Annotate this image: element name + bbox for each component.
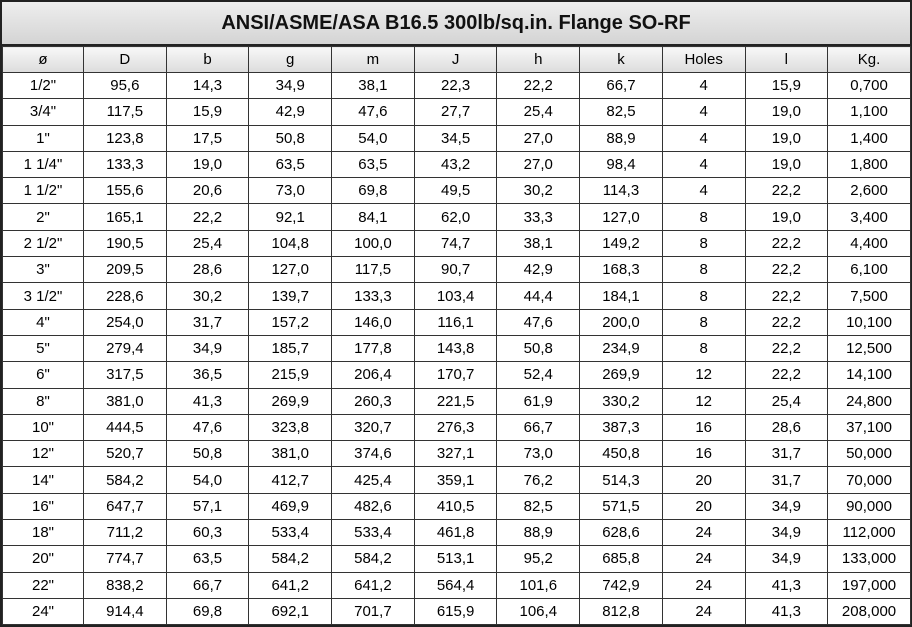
table-cell: 584,2: [332, 546, 415, 572]
table-cell: 95,6: [84, 73, 167, 99]
table-cell: 641,2: [332, 572, 415, 598]
size-cell: 1 1/2": [3, 178, 84, 204]
table-cell: 69,8: [166, 598, 249, 624]
table-cell: 70,000: [828, 467, 911, 493]
size-cell: 1/2": [3, 73, 84, 99]
table-header: [3, 47, 911, 73]
table-cell: 74,7: [414, 230, 497, 256]
table-row: [3, 335, 911, 361]
table-cell: 4,400: [828, 230, 911, 256]
table-cell: 127,0: [580, 204, 663, 230]
table-cell: 647,7: [84, 493, 167, 519]
column-header: h: [497, 47, 580, 73]
table-cell: 22,2: [497, 73, 580, 99]
table-cell: 276,3: [414, 414, 497, 440]
table-cell: 127,0: [249, 257, 332, 283]
table-cell: 22,2: [745, 283, 828, 309]
table-cell: 412,7: [249, 467, 332, 493]
table-cell: 63,5: [332, 151, 415, 177]
table-cell: 42,9: [497, 257, 580, 283]
table-cell: 88,9: [497, 520, 580, 546]
table-cell: 482,6: [332, 493, 415, 519]
table-cell: 584,2: [249, 546, 332, 572]
table-cell: 254,0: [84, 309, 167, 335]
table-cell: 317,5: [84, 362, 167, 388]
table-cell: 571,5: [580, 493, 663, 519]
table-cell: 387,3: [580, 414, 663, 440]
size-cell: 4": [3, 309, 84, 335]
table-cell: 1,800: [828, 151, 911, 177]
table-cell: 19,0: [745, 151, 828, 177]
table-cell: 20,6: [166, 178, 249, 204]
table-cell: 88,9: [580, 125, 663, 151]
table-cell: 584,2: [84, 467, 167, 493]
table-cell: 38,1: [332, 73, 415, 99]
table-cell: 742,9: [580, 572, 663, 598]
table-cell: 143,8: [414, 335, 497, 361]
table-cell: 381,0: [249, 441, 332, 467]
table-cell: 41,3: [745, 598, 828, 624]
table-cell: 31,7: [745, 467, 828, 493]
table-cell: 66,7: [166, 572, 249, 598]
table-cell: 359,1: [414, 467, 497, 493]
table-cell: 47,6: [166, 414, 249, 440]
table-cell: 12: [662, 388, 745, 414]
table-cell: 269,9: [249, 388, 332, 414]
table-cell: 320,7: [332, 414, 415, 440]
table-cell: 168,3: [580, 257, 663, 283]
table-cell: 8: [662, 309, 745, 335]
column-header: m: [332, 47, 415, 73]
table-cell: 533,4: [332, 520, 415, 546]
table-cell: 564,4: [414, 572, 497, 598]
table-cell: 41,3: [745, 572, 828, 598]
table-cell: 34,9: [166, 335, 249, 361]
table-cell: 24: [662, 572, 745, 598]
table-cell: 90,000: [828, 493, 911, 519]
table-cell: 61,9: [497, 388, 580, 414]
table-row: [3, 520, 911, 546]
table-cell: 34,5: [414, 125, 497, 151]
table-row: [3, 230, 911, 256]
table-cell: 177,8: [332, 335, 415, 361]
table-cell: 8: [662, 230, 745, 256]
table-cell: 444,5: [84, 414, 167, 440]
table-row: [3, 441, 911, 467]
table-cell: 469,9: [249, 493, 332, 519]
table-cell: 33,3: [497, 204, 580, 230]
table-cell: 82,5: [497, 493, 580, 519]
table-cell: 4: [662, 178, 745, 204]
column-header: b: [166, 47, 249, 73]
table-cell: 269,9: [580, 362, 663, 388]
table-cell: 234,9: [580, 335, 663, 361]
table-cell: 12,500: [828, 335, 911, 361]
table-cell: 157,2: [249, 309, 332, 335]
table-cell: 54,0: [166, 467, 249, 493]
column-header: k: [580, 47, 663, 73]
table-cell: 184,1: [580, 283, 663, 309]
table-cell: 50,8: [249, 125, 332, 151]
table-cell: 4: [662, 73, 745, 99]
table-cell: 57,1: [166, 493, 249, 519]
size-cell: 10": [3, 414, 84, 440]
table-row: [3, 309, 911, 335]
table-cell: 25,4: [166, 230, 249, 256]
table-cell: 19,0: [745, 125, 828, 151]
table-cell: 641,2: [249, 572, 332, 598]
table-cell: 330,2: [580, 388, 663, 414]
table-row: [3, 178, 911, 204]
table-cell: 209,5: [84, 257, 167, 283]
table-cell: 513,1: [414, 546, 497, 572]
table-cell: 914,4: [84, 598, 167, 624]
table-cell: 165,1: [84, 204, 167, 230]
table-cell: 24: [662, 598, 745, 624]
table-cell: 73,0: [249, 178, 332, 204]
table-cell: 90,7: [414, 257, 497, 283]
table-cell: 27,7: [414, 99, 497, 125]
table-cell: 38,1: [497, 230, 580, 256]
table-cell: 50,8: [497, 335, 580, 361]
table-cell: 30,2: [497, 178, 580, 204]
table-cell: 50,8: [166, 441, 249, 467]
column-header: l: [745, 47, 828, 73]
table-cell: 133,3: [332, 283, 415, 309]
table-cell: 279,4: [84, 335, 167, 361]
table-cell: 22,2: [745, 230, 828, 256]
table-cell: 34,9: [745, 493, 828, 519]
table-cell: 0,700: [828, 73, 911, 99]
table-cell: 24,800: [828, 388, 911, 414]
table-cell: 838,2: [84, 572, 167, 598]
table-cell: 47,6: [332, 99, 415, 125]
table-cell: 155,6: [84, 178, 167, 204]
table-cell: 774,7: [84, 546, 167, 572]
size-cell: 22": [3, 572, 84, 598]
table-cell: 114,3: [580, 178, 663, 204]
table-cell: 98,4: [580, 151, 663, 177]
table-cell: 95,2: [497, 546, 580, 572]
table-cell: 69,8: [332, 178, 415, 204]
table-cell: 22,2: [745, 257, 828, 283]
table-cell: 43,2: [414, 151, 497, 177]
size-cell: 3/4": [3, 99, 84, 125]
table-cell: 31,7: [166, 309, 249, 335]
table-cell: 133,3: [84, 151, 167, 177]
table-cell: 381,0: [84, 388, 167, 414]
table-cell: 84,1: [332, 204, 415, 230]
table-body: [3, 73, 911, 625]
size-cell: 14": [3, 467, 84, 493]
table-cell: 27,0: [497, 151, 580, 177]
table-cell: 73,0: [497, 441, 580, 467]
table-cell: 425,4: [332, 467, 415, 493]
table-cell: 50,000: [828, 441, 911, 467]
table-cell: 520,7: [84, 441, 167, 467]
table-cell: 139,7: [249, 283, 332, 309]
size-cell: 3 1/2": [3, 283, 84, 309]
table-cell: 8: [662, 335, 745, 361]
table-row: [3, 73, 911, 99]
table-cell: 15,9: [745, 73, 828, 99]
table-row: [3, 362, 911, 388]
table-cell: 47,6: [497, 309, 580, 335]
table-cell: 22,2: [745, 335, 828, 361]
table-cell: 36,5: [166, 362, 249, 388]
table-cell: 22,3: [414, 73, 497, 99]
table-cell: 8: [662, 204, 745, 230]
table-cell: 41,3: [166, 388, 249, 414]
table-row: [3, 493, 911, 519]
table-cell: 185,7: [249, 335, 332, 361]
table-cell: 34,9: [745, 546, 828, 572]
table-cell: 24: [662, 546, 745, 572]
table-cell: 685,8: [580, 546, 663, 572]
table-cell: 15,9: [166, 99, 249, 125]
table-cell: 22,2: [745, 362, 828, 388]
table-cell: 19,0: [166, 151, 249, 177]
table-cell: 197,000: [828, 572, 911, 598]
table-cell: 3,400: [828, 204, 911, 230]
table-cell: 28,6: [166, 257, 249, 283]
table-row: [3, 99, 911, 125]
table-cell: 4: [662, 151, 745, 177]
size-cell: 6": [3, 362, 84, 388]
table-cell: 31,7: [745, 441, 828, 467]
table-cell: 25,4: [497, 99, 580, 125]
table-cell: 221,5: [414, 388, 497, 414]
column-header: J: [414, 47, 497, 73]
table-cell: 19,0: [745, 99, 828, 125]
size-cell: 5": [3, 335, 84, 361]
table-cell: 54,0: [332, 125, 415, 151]
table-cell: 8: [662, 283, 745, 309]
table-cell: 4: [662, 99, 745, 125]
table-row: [3, 283, 911, 309]
table-cell: 327,1: [414, 441, 497, 467]
table-cell: 533,4: [249, 520, 332, 546]
size-cell: 1": [3, 125, 84, 151]
table-cell: 22,2: [745, 309, 828, 335]
table-row: [3, 467, 911, 493]
table-cell: 374,6: [332, 441, 415, 467]
table-cell: 410,5: [414, 493, 497, 519]
table-row: [3, 572, 911, 598]
table-cell: 514,3: [580, 467, 663, 493]
size-cell: 8": [3, 388, 84, 414]
table-row: [3, 598, 911, 624]
table-cell: 25,4: [745, 388, 828, 414]
table-cell: 701,7: [332, 598, 415, 624]
table-cell: 92,1: [249, 204, 332, 230]
table-cell: 146,0: [332, 309, 415, 335]
table-cell: 16: [662, 414, 745, 440]
table-cell: 62,0: [414, 204, 497, 230]
table-cell: 149,2: [580, 230, 663, 256]
table-row: [3, 257, 911, 283]
table-cell: 628,6: [580, 520, 663, 546]
table-cell: 20: [662, 467, 745, 493]
table-cell: 2,600: [828, 178, 911, 204]
table-cell: 22,2: [745, 178, 828, 204]
table-cell: 42,9: [249, 99, 332, 125]
table-cell: 4: [662, 125, 745, 151]
column-header: D: [84, 47, 167, 73]
table-cell: 66,7: [497, 414, 580, 440]
table-cell: 692,1: [249, 598, 332, 624]
table-cell: 6,100: [828, 257, 911, 283]
table-cell: 208,000: [828, 598, 911, 624]
table-cell: 450,8: [580, 441, 663, 467]
size-cell: 12": [3, 441, 84, 467]
table-cell: 615,9: [414, 598, 497, 624]
table-cell: 190,5: [84, 230, 167, 256]
table-cell: 60,3: [166, 520, 249, 546]
table-cell: 76,2: [497, 467, 580, 493]
table-cell: 37,100: [828, 414, 911, 440]
table-cell: 19,0: [745, 204, 828, 230]
column-header: Holes: [662, 47, 745, 73]
table-cell: 24: [662, 520, 745, 546]
table-cell: 323,8: [249, 414, 332, 440]
table-cell: 116,1: [414, 309, 497, 335]
table-cell: 100,0: [332, 230, 415, 256]
table-cell: 812,8: [580, 598, 663, 624]
table-cell: 49,5: [414, 178, 497, 204]
column-header: g: [249, 47, 332, 73]
table-cell: 7,500: [828, 283, 911, 309]
table-cell: 30,2: [166, 283, 249, 309]
table-cell: 123,8: [84, 125, 167, 151]
size-cell: 3": [3, 257, 84, 283]
table-title: ANSI/ASME/ASA B16.5 300lb/sq.in. Flange SO-RF: [2, 2, 910, 46]
table-cell: 106,4: [497, 598, 580, 624]
size-cell: 20": [3, 546, 84, 572]
table-row: [3, 414, 911, 440]
table-cell: 52,4: [497, 362, 580, 388]
column-header: ø: [3, 47, 84, 73]
table-cell: 17,5: [166, 125, 249, 151]
table-cell: 63,5: [166, 546, 249, 572]
size-cell: 2": [3, 204, 84, 230]
table-cell: 260,3: [332, 388, 415, 414]
table-cell: 228,6: [84, 283, 167, 309]
table-cell: 34,9: [249, 73, 332, 99]
size-cell: 1 1/4": [3, 151, 84, 177]
table-cell: 63,5: [249, 151, 332, 177]
column-header: Kg.: [828, 47, 911, 73]
table-cell: 206,4: [332, 362, 415, 388]
table-cell: 8: [662, 257, 745, 283]
table-row: [3, 151, 911, 177]
table-cell: 34,9: [745, 520, 828, 546]
table-cell: 104,8: [249, 230, 332, 256]
table-cell: 27,0: [497, 125, 580, 151]
table-cell: 44,4: [497, 283, 580, 309]
table-cell: 215,9: [249, 362, 332, 388]
table-cell: 16: [662, 441, 745, 467]
table-cell: 200,0: [580, 309, 663, 335]
size-cell: 16": [3, 493, 84, 519]
table-cell: 101,6: [497, 572, 580, 598]
table-cell: 66,7: [580, 73, 663, 99]
table-cell: 1,100: [828, 99, 911, 125]
table-cell: 117,5: [332, 257, 415, 283]
table-row: [3, 125, 911, 151]
table-row: [3, 546, 911, 572]
size-cell: 2 1/2": [3, 230, 84, 256]
header-row: [3, 47, 911, 73]
table-cell: 82,5: [580, 99, 663, 125]
table-cell: 28,6: [745, 414, 828, 440]
table-cell: 133,000: [828, 546, 911, 572]
table-cell: 1,400: [828, 125, 911, 151]
table-cell: 14,3: [166, 73, 249, 99]
table-cell: 103,4: [414, 283, 497, 309]
flange-dimensions-table: [2, 46, 911, 625]
table-cell: 117,5: [84, 99, 167, 125]
table-cell: 711,2: [84, 520, 167, 546]
table-row: [3, 204, 911, 230]
table-cell: 22,2: [166, 204, 249, 230]
table-row: [3, 388, 911, 414]
table-cell: 112,000: [828, 520, 911, 546]
table-cell: 20: [662, 493, 745, 519]
table-cell: 170,7: [414, 362, 497, 388]
size-cell: 24": [3, 598, 84, 624]
size-cell: 18": [3, 520, 84, 546]
table-cell: 461,8: [414, 520, 497, 546]
table-cell: 14,100: [828, 362, 911, 388]
table-cell: 12: [662, 362, 745, 388]
table-cell: 10,100: [828, 309, 911, 335]
